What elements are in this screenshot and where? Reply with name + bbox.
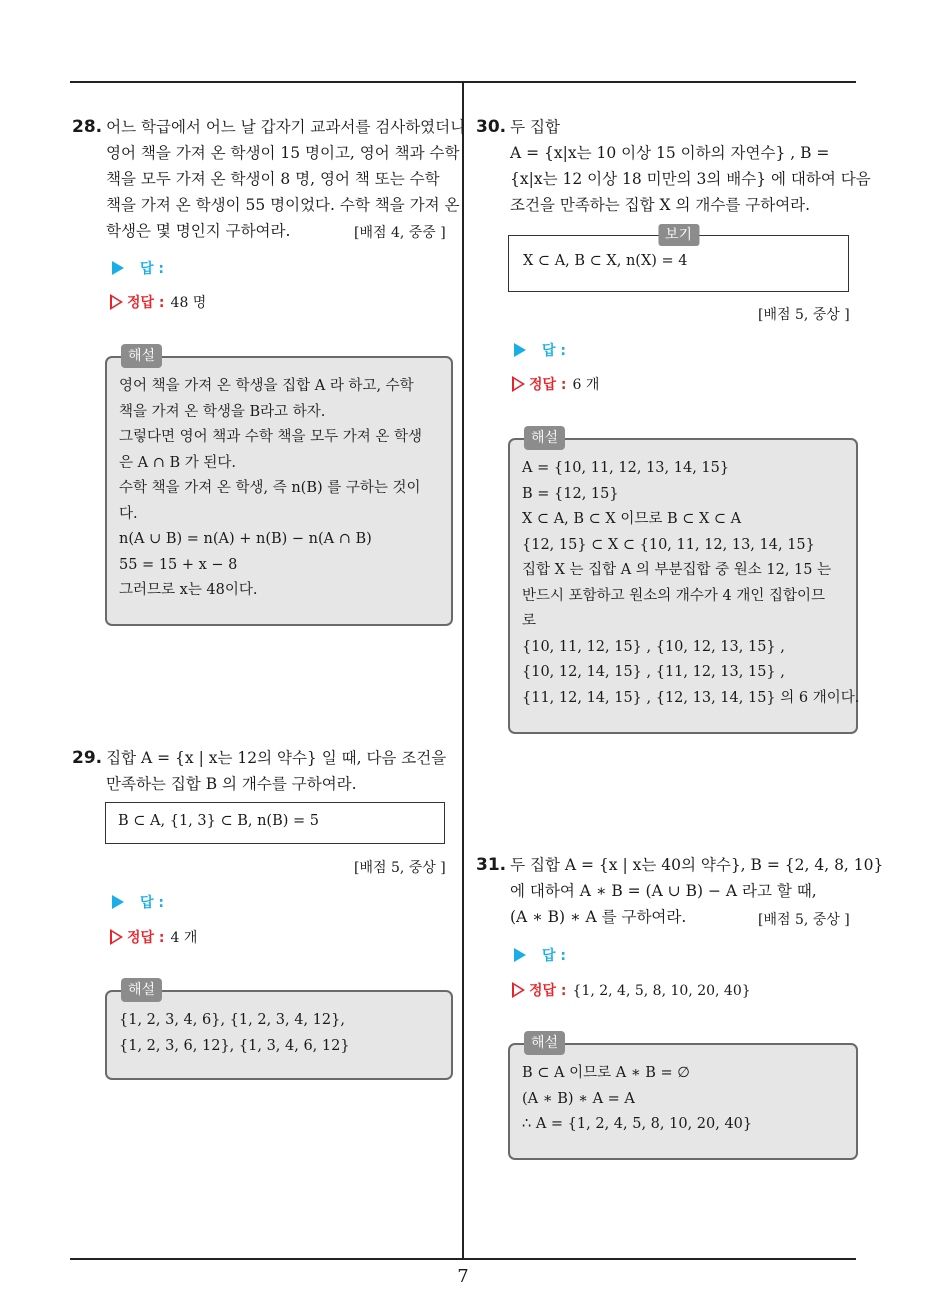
answer-triangle-icon xyxy=(112,261,124,275)
page-number: 7 xyxy=(457,1266,469,1287)
explanation-line: 로 xyxy=(522,613,537,629)
answer-label: 답 : xyxy=(140,261,164,277)
answer-row[interactable] xyxy=(514,945,566,965)
condition-text: B ⊂ A, {1, 3} ⊂ B, n(B) = 5 xyxy=(118,813,319,829)
points-label: [배점 4, 중중 ] xyxy=(354,225,446,241)
solution-value: 48 명 xyxy=(170,295,207,311)
answer-triangle-icon xyxy=(514,343,526,357)
explanation-box xyxy=(508,1035,858,1160)
explanation-line: 영어 책을 가져 온 학생을 집합 A 라 하고, 수학 xyxy=(119,378,414,394)
explanation-line: {1, 2, 3, 4, 6}, {1, 2, 3, 4, 12}, xyxy=(119,1012,345,1028)
solution-value: 4 개 xyxy=(170,930,198,946)
solution-value: {1, 2, 4, 5, 8, 10, 20, 40} xyxy=(572,983,751,999)
question-number: 29. xyxy=(72,748,103,768)
column-divider xyxy=(462,82,464,1260)
question-text-line: 학생은 몇 명인지 구하여라. xyxy=(106,222,291,240)
points-label: [배점 5, 중상 ] xyxy=(758,912,850,928)
solution-row xyxy=(512,980,751,1000)
question-text-line: 만족하는 집합 B 의 개수를 구하여라. xyxy=(106,775,357,793)
bottom-rule xyxy=(70,1258,856,1260)
explanation-line: X ⊂ A, B ⊂ X 이므로 B ⊂ X ⊂ A xyxy=(522,511,742,527)
explanation-line: 집합 X 는 집합 A 의 부분집합 중 원소 12, 15 는 xyxy=(522,562,832,578)
explanation-line: {12, 15} ⊂ X ⊂ {10, 11, 12, 13, 14, 15} xyxy=(522,536,815,553)
question-text-line: 조건을 만족하는 집합 X 의 개수를 구하여라. xyxy=(510,196,811,214)
explanation-line: {11, 12, 14, 15} , {12, 13, 14, 15} 의 6 개이다. xyxy=(522,689,860,706)
explanation-line: {10, 11, 12, 15} , {10, 12, 13, 15} , xyxy=(522,638,785,655)
explanation-line: 책을 가져 온 학생을 B라고 하자. xyxy=(119,403,326,420)
explanation-tag: 해설 xyxy=(121,344,162,368)
question-text-line: 두 집합 A = {x | x는 40의 약수}, B = {2, 4, 8, 10} xyxy=(510,856,884,874)
explanation-line: {10, 12, 14, 15} , {11, 12, 13, 15} , xyxy=(522,664,785,680)
condition-box-tag: 보기 xyxy=(658,224,699,246)
answer-triangle-icon xyxy=(514,948,526,962)
solution-row xyxy=(110,292,206,312)
solution-row xyxy=(110,927,197,947)
explanation-line: 그러므로 x는 48이다. xyxy=(119,582,258,598)
explanation-line: 수학 책을 가져 온 학생, 즉 n(B) 를 구하는 것이 xyxy=(119,480,421,496)
solution-triangle-icon xyxy=(512,376,525,392)
condition-box xyxy=(508,227,849,292)
condition-box xyxy=(105,802,445,844)
answer-row[interactable] xyxy=(112,258,164,278)
solution-triangle-icon xyxy=(512,982,525,998)
explanation-box xyxy=(105,348,453,626)
explanation-line: 다. xyxy=(119,505,138,522)
explanation-line: ∴ A = {1, 2, 4, 5, 8, 10, 20, 40} xyxy=(522,1116,753,1132)
points-label: [배점 5, 중상 ] xyxy=(354,860,446,876)
solution-row xyxy=(512,374,599,394)
question-text-line: 어느 학급에서 어느 날 갑자기 교과서를 검사하였더니 xyxy=(106,118,466,136)
solution-label: 정답 : xyxy=(127,295,165,311)
solution-label: 정답 : xyxy=(529,983,567,999)
answer-label: 답 : xyxy=(542,948,566,964)
question-text-line: {x|x는 12 이상 18 미만의 3의 배수} 에 대하여 다음 xyxy=(510,170,871,188)
answer-label: 답 : xyxy=(140,895,164,911)
question-text-line: 에 대하여 A ∗ B = (A ∪ B) − A 라고 할 때, xyxy=(510,882,817,900)
solution-label: 정답 : xyxy=(127,930,165,946)
answer-row[interactable] xyxy=(514,340,566,360)
explanation-box xyxy=(105,982,453,1080)
question-text-line: (A ∗ B) ∗ A 를 구하여라. xyxy=(510,908,687,926)
solution-triangle-icon xyxy=(110,294,123,310)
explanation-line: 반드시 포함하고 원소의 개수가 4 개인 집합이므 xyxy=(522,587,826,604)
answer-triangle-icon xyxy=(112,895,124,909)
solution-label: 정답 : xyxy=(529,377,567,393)
question-text-line: A = {x|x는 10 이상 15 이하의 자연수} , B = xyxy=(510,144,830,162)
explanation-tag: 해설 xyxy=(524,426,565,450)
solution-triangle-icon xyxy=(110,929,123,945)
explanation-box xyxy=(508,430,860,734)
explanation-line: A = {10, 11, 12, 13, 14, 15} xyxy=(522,460,730,476)
question-text-line: 책을 모두 가져 온 학생이 8 명, 영어 책 또는 수학 xyxy=(106,170,440,188)
explanation-line: B = {12, 15} xyxy=(522,485,619,502)
explanation-line: B ⊂ A 이므로 A ∗ B = ∅ xyxy=(522,1065,690,1081)
question-text-line: 두 집합 xyxy=(510,118,560,136)
explanation-tag: 해설 xyxy=(121,978,162,1002)
answer-label: 답 : xyxy=(542,343,566,359)
explanation-line: n(A ∪ B) = n(A) + n(B) − n(A ∩ B) xyxy=(119,531,372,547)
question-text-line: 책을 가져 온 학생이 55 명이었다. 수학 책을 가져 온 xyxy=(106,196,460,214)
question-text-line: 영어 책을 가져 온 학생이 15 명이고, 영어 책과 수학 xyxy=(106,144,460,162)
question-30 xyxy=(476,114,871,218)
question-number: 28. xyxy=(72,117,103,137)
explanation-line: 그렇다면 영어 책과 수학 책을 모두 가져 온 학생 xyxy=(119,429,423,445)
question-29 xyxy=(72,745,457,797)
condition-text: X ⊂ A, B ⊂ X, n(X) = 4 xyxy=(523,253,688,269)
answer-row[interactable] xyxy=(112,892,164,912)
explanation-line: {1, 2, 3, 6, 12}, {1, 3, 4, 6, 12} xyxy=(119,1037,350,1054)
question-number: 30. xyxy=(476,117,507,137)
explanation-line: 55 = 15 + x − 8 xyxy=(119,556,238,573)
explanation-line: (A ∗ B) ∗ A = A xyxy=(522,1090,635,1107)
points-label: [배점 5, 중상 ] xyxy=(758,307,850,323)
explanation-line: 은 A ∩ B 가 된다. xyxy=(119,454,236,471)
question-number: 31. xyxy=(476,855,507,875)
question-text-line: 집합 A = {x | x는 12의 약수} 일 때, 다음 조건을 xyxy=(106,749,447,767)
solution-value: 6 개 xyxy=(572,377,600,393)
explanation-tag: 해설 xyxy=(524,1031,565,1055)
